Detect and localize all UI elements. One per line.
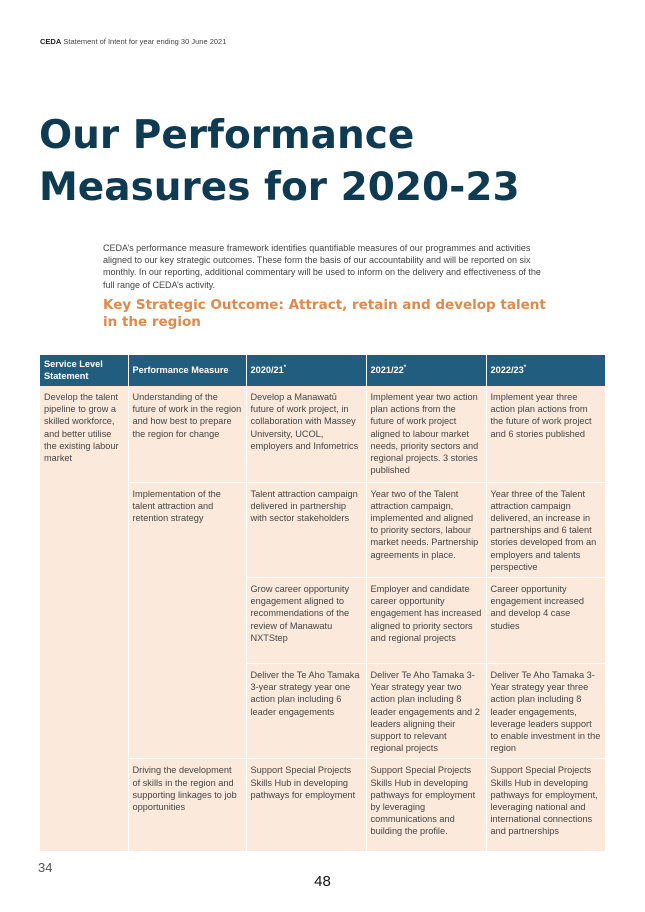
target-2020-21-cell: Deliver the Te Aho Tamaka 3-year strategy year one action plan including 6 leader engagements <box>246 663 366 758</box>
header-performance-measure: Performance Measure <box>128 355 246 386</box>
header-year-2022-23: 2022/23* <box>486 355 605 386</box>
measure-cell: Understanding of the future of work in the region and how best to prepare the region for change <box>128 386 246 482</box>
target-2021-22-cell: Employer and candidate career opportunity engagement has increased aligned to priority sectors and regional projects <box>366 577 486 663</box>
target-2022-23-cell: Support Special Projects Skills Hub in developing pathways for employment, leveraging national and international connections and partnerships <box>486 759 605 851</box>
target-2020-21-cell: Talent attraction campaign delivered in partnership with sector stakeholders <box>246 482 366 577</box>
target-2022-23-cell: Year three of the Talent attraction campaign delivered, an increase in partnerships and 6 talent stories developed from an employers and talents perspective <box>486 482 605 577</box>
target-2021-22-cell: Deliver Te Aho Tamaka 3-Year strategy year two action plan including 8 leader engagements and 2 leaders aligning their support to relevant regional projects <box>366 663 486 758</box>
target-2022-23-cell: Implement year three action plan actions from the future of work project and 6 stories published <box>486 386 605 482</box>
page-title: Our Performance Measures for 2020-23 <box>39 113 520 210</box>
measure-cell: Driving the development of skills in the region and supporting linkages to job opportunities <box>128 759 246 851</box>
target-2021-22-cell: Support Special Projects Skills Hub in developing pathways for employment by leveraging communications and building the profile. <box>366 759 486 851</box>
table-header-row <box>40 355 605 386</box>
target-2021-22-cell: Year two of the Talent attraction campaign, implemented and aligned to priority sectors, labour market needs. Partnership agreements in place. <box>366 482 486 577</box>
page-number-left: 34 <box>38 860 53 875</box>
header-service-level-statement: Service Level Statement <box>40 355 128 386</box>
target-2020-21-cell: Develop a Manawatū future of work project, in collaboration with Massey University, UCOL, employers and Infometrics <box>246 386 366 482</box>
running-header <box>40 37 226 46</box>
key-strategic-outcome-heading: Key Strategic Outcome: Attract, retain and develop talent in the region <box>103 297 546 330</box>
performance-measures-table <box>40 355 605 851</box>
target-2022-23-cell: Career opportunity engagement increased and develop 4 case studies <box>486 577 605 663</box>
header-subtitle: Statement of Intent for year ending 30 June 2021 <box>63 37 227 46</box>
header-org: CEDA <box>40 37 62 46</box>
page-number-center: 48 <box>314 873 331 890</box>
target-2020-21-cell: Support Special Projects Skills Hub in developing pathways for employment <box>246 759 366 851</box>
measure-cell: Implementation of the talent attraction and retention strategy <box>128 482 246 759</box>
table-row <box>40 386 605 482</box>
intro-paragraph: CEDA’s performance measure framework identifies quantifiable measures of our programmes and activities aligned to our key strategic outcomes. These form the basis of our accountability and will be reported on six monthly. In our reporting, additional commentary will be used to inform on the delivery and effectiveness of the full range of CEDA’s activity. <box>103 243 541 290</box>
target-2021-22-cell: Implement year two action plan actions from the future of work project aligned to labour market needs, priority sectors and regional projects. 3 stories published <box>366 386 486 482</box>
target-2020-21-cell: Grow career opportunity engagement aligned to recommendations of the review of Manawatu NXTStep <box>246 577 366 663</box>
target-2022-23-cell: Deliver Te Aho Tamaka 3-Year strategy year three action plan including 8 leader engagements, leverage leaders support to enable investment in the region <box>486 663 605 758</box>
service-statement-cell: Develop the talent pipeline to grow a skilled workforce, and better utilise the existing labour market <box>40 386 128 851</box>
header-year-2020-21: 2020/21* <box>246 355 366 386</box>
header-year-2021-22: 2021/22* <box>366 355 486 386</box>
